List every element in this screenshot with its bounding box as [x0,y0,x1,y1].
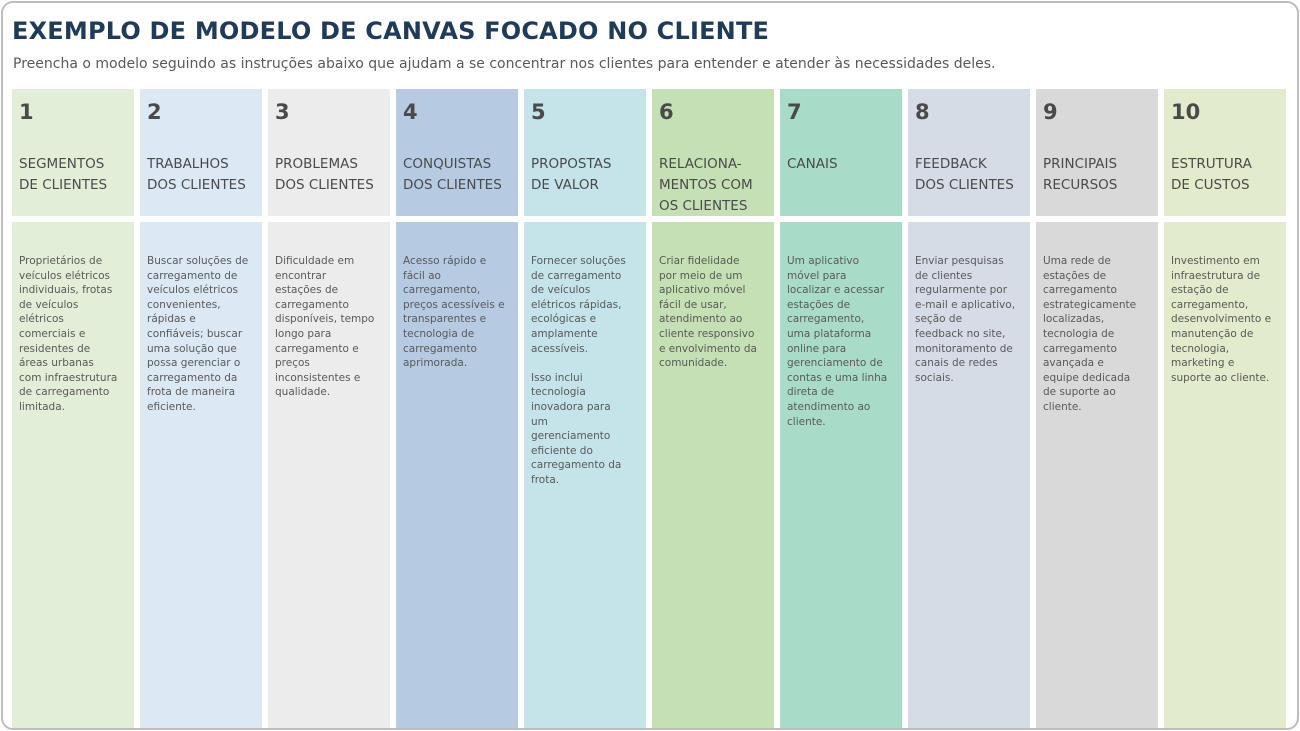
column-body [12,222,134,728]
column-header [1036,89,1158,216]
column-text: Fornecer soluções de carregamento de veículos elétricos rápidas, ecológicas e amplamente acessíveis. Isso inclui tecnologia inovadora para um gerenciamento eficiente do carregamento da frota. [531,255,626,486]
column-text: Enviar pesquisas de clientes regularmente por e-mail e aplicativo, seção de feedback no site, monitoramento de canais de redes sociais. [915,255,1016,384]
column-text: Uma rede de estações de carregamento estrategicamente localizadas, tecnologia de carregamento avançada e equipe dedicada de suporte ao cliente. [1043,255,1137,413]
column-body [524,222,646,728]
column-body [652,222,774,728]
column-label: SEGMENTOS DE CLIENTES [19,156,108,193]
column-customer-segments [12,89,134,728]
column-label: PROBLEMAS DOS CLIENTES [275,156,374,193]
column-label: ESTRUTURA DE CUSTOS [1171,156,1252,193]
column-body [1164,222,1286,728]
column-header [396,89,518,216]
column-customer-feedback [908,89,1030,728]
column-label: PRINCIPAIS RECURSOS [1043,156,1118,193]
column-header [1164,89,1286,216]
page-title: EXEMPLO DE MODELO DE CANVAS FOCADO NO CLIENTE [12,17,770,45]
column-label: RELACIONA- MENTOS COM OS CLIENTES [659,156,753,214]
column-body [780,222,902,728]
column-text: Buscar soluções de carregamento de veículos elétricos convenientes, rápidas e confiáveis; buscar uma solução que possa gerenciar o carregamento da frota de maneira eficiente. [147,255,249,413]
column-label: TRABALHOS DOS CLIENTES [147,156,246,193]
column-customer-relationships [652,89,774,728]
column-body [268,222,390,728]
column-number: 8 [915,100,930,124]
column-number: 9 [1043,100,1058,124]
column-number: 4 [403,100,418,124]
column-number: 2 [147,100,162,124]
column-header [268,89,390,216]
column-number: 1 [19,100,34,124]
column-text: Um aplicativo móvel para localizar e acessar estações de carregamento, uma plataforma online para gerenciamento de contas e uma linha direta de atendimento ao cliente. [787,255,888,428]
column-label: CONQUISTAS DOS CLIENTES [403,156,502,193]
column-header [908,89,1030,216]
column-body [396,222,518,728]
column-text: Investimento em infraestrutura de estação de carregamento, desenvolvimento e manutenção de tecnologia, marketing e suporte ao cliente. [1171,255,1272,384]
column-header [140,89,262,216]
column-text: Acesso rápido e fácil ao carregamento, preços acessíveis e transparentes e tecnologia de carregamento aprimorada. [403,255,505,370]
canvas-template-frame [1,1,1299,730]
column-customer-pains [268,89,390,728]
column-label: FEEDBACK DOS CLIENTES [915,156,1014,193]
column-body [908,222,1030,728]
column-text: Criar fidelidade por meio de um aplicativo móvel fácil de usar, atendimento ao cliente responsivo e envolvimento da comunidade. [659,255,757,370]
column-header [652,89,774,216]
column-number: 6 [659,100,674,124]
column-number: 7 [787,100,802,124]
column-label: CANAIS [787,156,838,172]
column-body [140,222,262,728]
column-number: 5 [531,100,546,124]
column-label: PROPOSTAS DE VALOR [531,156,612,193]
column-text: Proprietários de veículos elétricos individuais, frotas de veículos elétricos comerciais e residentes de áreas urbanas com infraestrutura de carregamento limitada. [19,255,118,413]
column-body [1036,222,1158,728]
column-customer-jobs [140,89,262,728]
column-key-resources [1036,89,1158,728]
column-channels [780,89,902,728]
page-subtitle: Preencha o modelo seguindo as instruções abaixo que ajudam a se concentrar nos clientes para entender e atender às necessidades deles. [13,56,996,72]
column-value-propositions [524,89,646,728]
column-header [780,89,902,216]
column-text: Dificuldade em encontrar estações de carregamento disponíveis, tempo longo para carregamento e preços inconsistentes e qualidade. [275,255,375,399]
column-cost-structure [1164,89,1286,728]
column-customer-gains [396,89,518,728]
column-number: 10 [1171,100,1201,124]
column-header [12,89,134,216]
column-number: 3 [275,100,290,124]
column-header [524,89,646,216]
